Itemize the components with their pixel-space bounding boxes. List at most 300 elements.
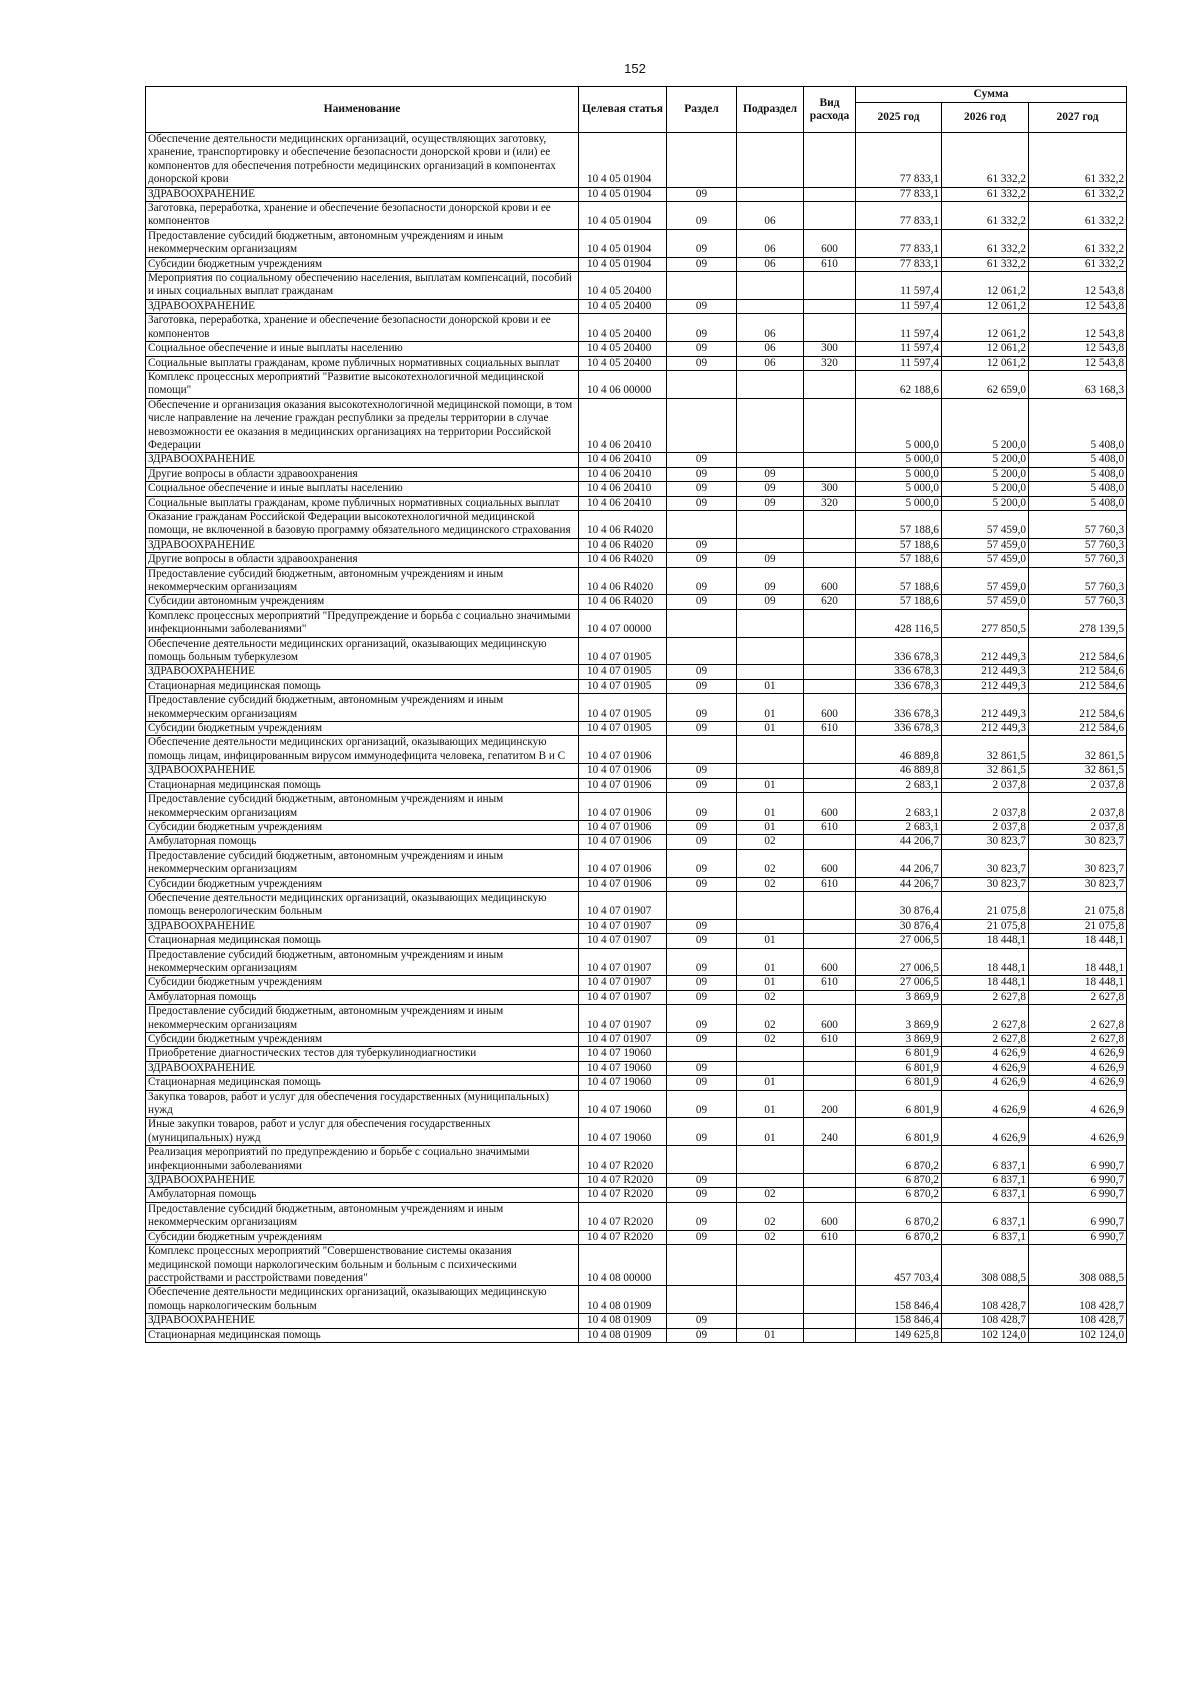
subsection-cell: 01 (737, 793, 804, 821)
section-cell: 09 (667, 1174, 737, 1188)
header-sum: Сумма (856, 87, 1127, 103)
name-cell: Стационарная медицинская помощь (146, 679, 579, 693)
name-cell: Предоставление субсидий бюджетным, автономным учреждениям и иным некоммерческим организациям (146, 1202, 579, 1230)
name-cell: Амбулаторная помощь (146, 835, 579, 849)
header-type: Вид расхода (804, 87, 856, 133)
target-cell: 10 4 06 20410 (579, 496, 667, 510)
name-cell: Обеспечение деятельности медицинских организаций, оказывающих медицинскую помощь наркологическим больным (146, 1286, 579, 1314)
sum-2025-cell: 57 188,6 (856, 595, 942, 609)
sum-2027-cell: 2 037,8 (1029, 820, 1127, 834)
header-2027: 2027 год (1029, 103, 1127, 133)
section-cell: 09 (667, 595, 737, 609)
name-cell: Заготовка, переработка, хранение и обеспечение безопасности донорской крови и ее компонентов (146, 202, 579, 230)
sum-2025-cell: 11 597,4 (856, 314, 942, 342)
type-cell: 600 (804, 229, 856, 257)
table-row (146, 637, 1127, 665)
name-cell: ЗДРАВООХРАНЕНИЕ (146, 919, 579, 933)
table-row (146, 553, 1127, 567)
sum-2025-cell: 3 869,9 (856, 990, 942, 1004)
sum-2025-cell: 336 678,3 (856, 665, 942, 679)
type-cell: 240 (804, 1118, 856, 1146)
section-cell (667, 398, 737, 453)
sum-2027-cell: 61 332,2 (1029, 229, 1127, 257)
type-cell (804, 314, 856, 342)
sum-2026-cell: 277 850,5 (942, 609, 1029, 637)
table-row (146, 1118, 1127, 1146)
sum-2025-cell: 5 000,0 (856, 467, 942, 481)
subsection-cell: 09 (737, 496, 804, 510)
name-cell: ЗДРАВООХРАНЕНИЕ (146, 1061, 579, 1075)
type-cell: 610 (804, 976, 856, 990)
table-row (146, 538, 1127, 552)
name-cell: Амбулаторная помощь (146, 1188, 579, 1202)
sum-2026-cell: 212 449,3 (942, 694, 1029, 722)
subsection-cell: 06 (737, 314, 804, 342)
sum-2025-cell: 3 869,9 (856, 1033, 942, 1047)
type-cell (804, 299, 856, 313)
type-cell (804, 1146, 856, 1174)
type-cell (804, 1314, 856, 1328)
sum-2026-cell: 12 061,2 (942, 299, 1029, 313)
target-cell: 10 4 07 19060 (579, 1090, 667, 1118)
sum-2025-cell: 2 683,1 (856, 820, 942, 834)
subsection-cell (737, 272, 804, 300)
subsection-cell: 01 (737, 778, 804, 792)
table-row (146, 1188, 1127, 1202)
subsection-cell: 06 (737, 356, 804, 370)
subsection-cell (737, 919, 804, 933)
sum-2025-cell: 44 206,7 (856, 849, 942, 877)
section-cell: 09 (667, 1202, 737, 1230)
sum-2026-cell: 308 088,5 (942, 1245, 1029, 1286)
target-cell: 10 4 05 20400 (579, 356, 667, 370)
sum-2027-cell: 12 543,8 (1029, 299, 1127, 313)
sum-2025-cell: 5 000,0 (856, 453, 942, 467)
target-cell: 10 4 07 01905 (579, 722, 667, 736)
table-row (146, 764, 1127, 778)
type-cell (804, 665, 856, 679)
sum-2027-cell: 102 124,0 (1029, 1328, 1127, 1342)
name-cell: Социальное обеспечение и иные выплаты населению (146, 482, 579, 496)
name-cell: Субсидии бюджетным учреждениям (146, 1230, 579, 1244)
section-cell: 09 (667, 990, 737, 1004)
sum-2027-cell: 308 088,5 (1029, 1245, 1127, 1286)
table-row (146, 919, 1127, 933)
sum-2025-cell: 11 597,4 (856, 342, 942, 356)
table-row (146, 778, 1127, 792)
section-cell (667, 133, 737, 188)
name-cell: Оказание гражданам Российской Федерации высокотехнологичной медицинской помощи, не включенной в базовую программу обязательного медицинского страхования (146, 510, 579, 538)
name-cell: Субсидии бюджетным учреждениям (146, 976, 579, 990)
section-cell: 09 (667, 553, 737, 567)
target-cell: 10 4 05 01904 (579, 229, 667, 257)
sum-2025-cell: 6 870,2 (856, 1230, 942, 1244)
sum-2027-cell: 278 139,5 (1029, 609, 1127, 637)
subsection-cell: 09 (737, 467, 804, 481)
target-cell: 10 4 08 00000 (579, 1245, 667, 1286)
sum-2026-cell: 61 332,2 (942, 133, 1029, 188)
target-cell: 10 4 08 01909 (579, 1314, 667, 1328)
target-cell: 10 4 07 01906 (579, 778, 667, 792)
target-cell: 10 4 07 R2020 (579, 1174, 667, 1188)
sum-2027-cell: 5 408,0 (1029, 482, 1127, 496)
sum-2026-cell: 2 037,8 (942, 793, 1029, 821)
section-cell: 09 (667, 778, 737, 792)
section-cell: 09 (667, 1328, 737, 1342)
sum-2027-cell: 212 584,6 (1029, 665, 1127, 679)
name-cell: Субсидии автономным учреждениям (146, 595, 579, 609)
budget-table (145, 86, 1127, 1343)
name-cell: ЗДРАВООХРАНЕНИЕ (146, 538, 579, 552)
section-cell: 09 (667, 1230, 737, 1244)
sum-2025-cell: 6 801,9 (856, 1118, 942, 1146)
type-cell: 610 (804, 1033, 856, 1047)
section-cell (667, 637, 737, 665)
table-row (146, 1245, 1127, 1286)
name-cell: Социальные выплаты гражданам, кроме публичных нормативных социальных выплат (146, 356, 579, 370)
sum-2025-cell: 11 597,4 (856, 356, 942, 370)
sum-2025-cell: 6 870,2 (856, 1174, 942, 1188)
type-cell: 320 (804, 356, 856, 370)
type-cell (804, 553, 856, 567)
sum-2025-cell: 57 188,6 (856, 510, 942, 538)
subsection-cell: 01 (737, 1328, 804, 1342)
name-cell: Закупка товаров, работ и услуг для обеспечения государственных (муниципальных) нужд (146, 1090, 579, 1118)
sum-2026-cell: 212 449,3 (942, 665, 1029, 679)
sum-2026-cell: 30 823,7 (942, 835, 1029, 849)
target-cell: 10 4 07 01907 (579, 919, 667, 933)
target-cell: 10 4 06 R4020 (579, 553, 667, 567)
sum-2027-cell: 30 823,7 (1029, 877, 1127, 891)
section-cell: 09 (667, 1090, 737, 1118)
sum-2025-cell: 6 870,2 (856, 1188, 942, 1202)
table-row (146, 370, 1127, 398)
type-cell (804, 835, 856, 849)
target-cell: 10 4 05 01904 (579, 202, 667, 230)
target-cell: 10 4 05 20400 (579, 299, 667, 313)
target-cell: 10 4 07 01907 (579, 891, 667, 919)
sum-2027-cell: 21 075,8 (1029, 891, 1127, 919)
target-cell: 10 4 07 01906 (579, 877, 667, 891)
sum-2026-cell: 21 075,8 (942, 919, 1029, 933)
subsection-cell: 06 (737, 342, 804, 356)
subsection-cell: 01 (737, 1076, 804, 1090)
sum-2026-cell: 57 459,0 (942, 553, 1029, 567)
target-cell: 10 4 05 01904 (579, 133, 667, 188)
type-cell: 610 (804, 257, 856, 271)
sum-2026-cell: 4 626,9 (942, 1090, 1029, 1118)
table-row (146, 342, 1127, 356)
sum-2026-cell: 212 449,3 (942, 722, 1029, 736)
sum-2026-cell: 108 428,7 (942, 1314, 1029, 1328)
subsection-cell: 02 (737, 990, 804, 1004)
sum-2027-cell: 30 823,7 (1029, 835, 1127, 849)
section-cell: 09 (667, 820, 737, 834)
section-cell: 09 (667, 835, 737, 849)
subsection-cell: 06 (737, 229, 804, 257)
sum-2026-cell: 18 448,1 (942, 934, 1029, 948)
sum-2027-cell: 5 408,0 (1029, 496, 1127, 510)
target-cell: 10 4 08 01909 (579, 1328, 667, 1342)
table-row (146, 1033, 1127, 1047)
sum-2025-cell: 27 006,5 (856, 976, 942, 990)
sum-2026-cell: 102 124,0 (942, 1328, 1029, 1342)
sum-2025-cell: 77 833,1 (856, 202, 942, 230)
table-row (146, 877, 1127, 891)
name-cell: Амбулаторная помощь (146, 990, 579, 1004)
type-cell (804, 398, 856, 453)
subsection-cell: 02 (737, 849, 804, 877)
name-cell: Стационарная медицинская помощь (146, 1328, 579, 1342)
target-cell: 10 4 05 01904 (579, 257, 667, 271)
target-cell: 10 4 07 01907 (579, 976, 667, 990)
name-cell: Субсидии бюджетным учреждениям (146, 877, 579, 891)
table-row (146, 272, 1127, 300)
name-cell: Реализация мероприятий по предупреждению и борьбе с социально значимыми инфекционными заболеваниями (146, 1146, 579, 1174)
table-row (146, 793, 1127, 821)
type-cell: 600 (804, 1005, 856, 1033)
sum-2026-cell: 4 626,9 (942, 1047, 1029, 1061)
sum-2025-cell: 77 833,1 (856, 187, 942, 201)
type-cell (804, 202, 856, 230)
sum-2025-cell: 44 206,7 (856, 835, 942, 849)
target-cell: 10 4 06 20410 (579, 482, 667, 496)
sum-2026-cell: 5 200,0 (942, 398, 1029, 453)
sum-2025-cell: 57 188,6 (856, 567, 942, 595)
type-cell (804, 272, 856, 300)
sum-2025-cell: 336 678,3 (856, 679, 942, 693)
subsection-cell (737, 1174, 804, 1188)
section-cell: 09 (667, 919, 737, 933)
subsection-cell: 01 (737, 820, 804, 834)
table-row (146, 356, 1127, 370)
sum-2026-cell: 6 837,1 (942, 1174, 1029, 1188)
subsection-cell: 01 (737, 694, 804, 722)
subsection-cell (737, 510, 804, 538)
sum-2026-cell: 4 626,9 (942, 1118, 1029, 1146)
sum-2027-cell: 4 626,9 (1029, 1118, 1127, 1146)
sum-2026-cell: 12 061,2 (942, 342, 1029, 356)
subsection-cell: 09 (737, 567, 804, 595)
table-row (146, 934, 1127, 948)
target-cell: 10 4 07 01905 (579, 637, 667, 665)
sum-2026-cell: 4 626,9 (942, 1076, 1029, 1090)
section-cell (667, 510, 737, 538)
subsection-cell: 02 (737, 1202, 804, 1230)
subsection-cell: 01 (737, 934, 804, 948)
sum-2025-cell: 44 206,7 (856, 877, 942, 891)
target-cell: 10 4 06 R4020 (579, 567, 667, 595)
name-cell: Комплекс процессных мероприятий "Совершенствование системы оказания медицинской помощи наркологическим больным и больным с психическими расстройствами и расстройствами поведения" (146, 1245, 579, 1286)
sum-2025-cell: 11 597,4 (856, 299, 942, 313)
sum-2027-cell: 5 408,0 (1029, 398, 1127, 453)
subsection-cell: 02 (737, 1005, 804, 1033)
sum-2027-cell: 212 584,6 (1029, 679, 1127, 693)
target-cell: 10 4 07 19060 (579, 1061, 667, 1075)
sum-2025-cell: 336 678,3 (856, 722, 942, 736)
name-cell: ЗДРАВООХРАНЕНИЕ (146, 764, 579, 778)
table-row (146, 1061, 1127, 1075)
type-cell: 600 (804, 849, 856, 877)
sum-2026-cell: 61 332,2 (942, 257, 1029, 271)
header-target: Целевая статья (579, 87, 667, 133)
table-row (146, 510, 1127, 538)
sum-2027-cell: 212 584,6 (1029, 694, 1127, 722)
sum-2025-cell: 6 870,2 (856, 1146, 942, 1174)
subsection-cell (737, 538, 804, 552)
target-cell: 10 4 07 01906 (579, 736, 667, 764)
subsection-cell: 06 (737, 202, 804, 230)
table-row (146, 1286, 1127, 1314)
target-cell: 10 4 07 01906 (579, 764, 667, 778)
type-cell: 600 (804, 948, 856, 976)
type-cell: 610 (804, 1230, 856, 1244)
section-cell: 09 (667, 257, 737, 271)
type-cell (804, 1174, 856, 1188)
target-cell: 10 4 07 01906 (579, 835, 667, 849)
section-cell: 09 (667, 496, 737, 510)
sum-2026-cell: 21 075,8 (942, 891, 1029, 919)
name-cell: Другие вопросы в области здравоохранения (146, 467, 579, 481)
subsection-cell (737, 736, 804, 764)
subsection-cell (737, 1286, 804, 1314)
type-cell (804, 1328, 856, 1342)
table-row (146, 835, 1127, 849)
sum-2025-cell: 2 683,1 (856, 778, 942, 792)
type-cell (804, 538, 856, 552)
section-cell: 09 (667, 1005, 737, 1033)
sum-2026-cell: 61 332,2 (942, 202, 1029, 230)
type-cell: 600 (804, 567, 856, 595)
sum-2026-cell: 6 837,1 (942, 1146, 1029, 1174)
sum-2025-cell: 5 000,0 (856, 496, 942, 510)
section-cell: 09 (667, 467, 737, 481)
type-cell: 600 (804, 793, 856, 821)
name-cell: Мероприятия по социальному обеспечению населения, выплатам компенсаций, пособий и иных социальных выплат гражданам (146, 272, 579, 300)
section-cell: 09 (667, 229, 737, 257)
name-cell: Субсидии бюджетным учреждениям (146, 1033, 579, 1047)
type-cell (804, 609, 856, 637)
sum-2027-cell: 18 448,1 (1029, 976, 1127, 990)
sum-2025-cell: 6 801,9 (856, 1090, 942, 1118)
sum-2027-cell: 30 823,7 (1029, 849, 1127, 877)
sum-2026-cell: 30 823,7 (942, 849, 1029, 877)
table-row (146, 1090, 1127, 1118)
section-cell: 09 (667, 665, 737, 679)
section-cell: 09 (667, 342, 737, 356)
subsection-cell (737, 299, 804, 313)
sum-2027-cell: 6 990,7 (1029, 1188, 1127, 1202)
sum-2026-cell: 61 332,2 (942, 229, 1029, 257)
table-row (146, 567, 1127, 595)
table-row (146, 736, 1127, 764)
sum-2025-cell: 428 116,5 (856, 609, 942, 637)
sum-2027-cell: 5 408,0 (1029, 453, 1127, 467)
section-cell (667, 1146, 737, 1174)
sum-2025-cell: 27 006,5 (856, 934, 942, 948)
section-cell: 09 (667, 694, 737, 722)
sum-2027-cell: 2 627,8 (1029, 990, 1127, 1004)
target-cell: 10 4 07 01905 (579, 665, 667, 679)
name-cell: Обеспечение деятельности медицинских организаций, оказывающих медицинскую помощь лицам, инфицированным вирусом иммунодефицита человека, гепатитом В и С (146, 736, 579, 764)
name-cell: Предоставление субсидий бюджетным, автономным учреждениям и иным некоммерческим организациям (146, 694, 579, 722)
sum-2027-cell: 18 448,1 (1029, 934, 1127, 948)
table-row (146, 482, 1127, 496)
subsection-cell (737, 1061, 804, 1075)
sum-2027-cell: 61 332,2 (1029, 133, 1127, 188)
subsection-cell: 02 (737, 877, 804, 891)
type-cell: 300 (804, 482, 856, 496)
section-cell (667, 1047, 737, 1061)
sum-2027-cell: 12 543,8 (1029, 342, 1127, 356)
sum-2026-cell: 2 627,8 (942, 1005, 1029, 1033)
table-row (146, 679, 1127, 693)
type-cell (804, 187, 856, 201)
target-cell: 10 4 06 R4020 (579, 538, 667, 552)
subsection-cell: 01 (737, 1090, 804, 1118)
section-cell: 09 (667, 877, 737, 891)
target-cell: 10 4 05 20400 (579, 342, 667, 356)
target-cell: 10 4 05 20400 (579, 272, 667, 300)
type-cell (804, 133, 856, 188)
table-row (146, 1146, 1127, 1174)
sum-2026-cell: 30 823,7 (942, 877, 1029, 891)
table-row (146, 665, 1127, 679)
table-row (146, 1314, 1127, 1328)
sum-2026-cell: 4 626,9 (942, 1061, 1029, 1075)
subsection-cell (737, 891, 804, 919)
name-cell: ЗДРАВООХРАНЕНИЕ (146, 187, 579, 201)
section-cell (667, 272, 737, 300)
name-cell: Стационарная медицинская помощь (146, 778, 579, 792)
sum-2025-cell: 30 876,4 (856, 891, 942, 919)
sum-2025-cell: 6 801,9 (856, 1047, 942, 1061)
sum-2027-cell: 108 428,7 (1029, 1314, 1127, 1328)
sum-2026-cell: 57 459,0 (942, 595, 1029, 609)
name-cell: ЗДРАВООХРАНЕНИЕ (146, 1174, 579, 1188)
table-row (146, 496, 1127, 510)
sum-2027-cell: 63 168,3 (1029, 370, 1127, 398)
target-cell: 10 4 07 00000 (579, 609, 667, 637)
name-cell: Обеспечение деятельности медицинских организаций, оказывающих медицинскую помощь больным туберкулезом (146, 637, 579, 665)
section-cell: 09 (667, 299, 737, 313)
section-cell: 09 (667, 1314, 737, 1328)
sum-2027-cell: 57 760,3 (1029, 553, 1127, 567)
page-number: 152 (624, 61, 646, 76)
sum-2025-cell: 30 876,4 (856, 919, 942, 933)
name-cell: Социальное обеспечение и иные выплаты населению (146, 342, 579, 356)
type-cell (804, 370, 856, 398)
sum-2026-cell: 57 459,0 (942, 538, 1029, 552)
target-cell: 10 4 07 R2020 (579, 1188, 667, 1202)
type-cell: 320 (804, 496, 856, 510)
sum-2027-cell: 2 627,8 (1029, 1033, 1127, 1047)
sum-2026-cell: 212 449,3 (942, 637, 1029, 665)
subsection-cell: 01 (737, 679, 804, 693)
sum-2027-cell: 6 990,7 (1029, 1202, 1127, 1230)
sum-2027-cell: 61 332,2 (1029, 202, 1127, 230)
target-cell: 10 4 07 01907 (579, 990, 667, 1004)
table-row (146, 820, 1127, 834)
target-cell: 10 4 07 R2020 (579, 1202, 667, 1230)
table-row (146, 1005, 1127, 1033)
sum-2026-cell: 5 200,0 (942, 453, 1029, 467)
section-cell: 09 (667, 1076, 737, 1090)
section-cell (667, 1245, 737, 1286)
subsection-cell (737, 637, 804, 665)
type-cell: 610 (804, 877, 856, 891)
sum-2026-cell: 18 448,1 (942, 976, 1029, 990)
